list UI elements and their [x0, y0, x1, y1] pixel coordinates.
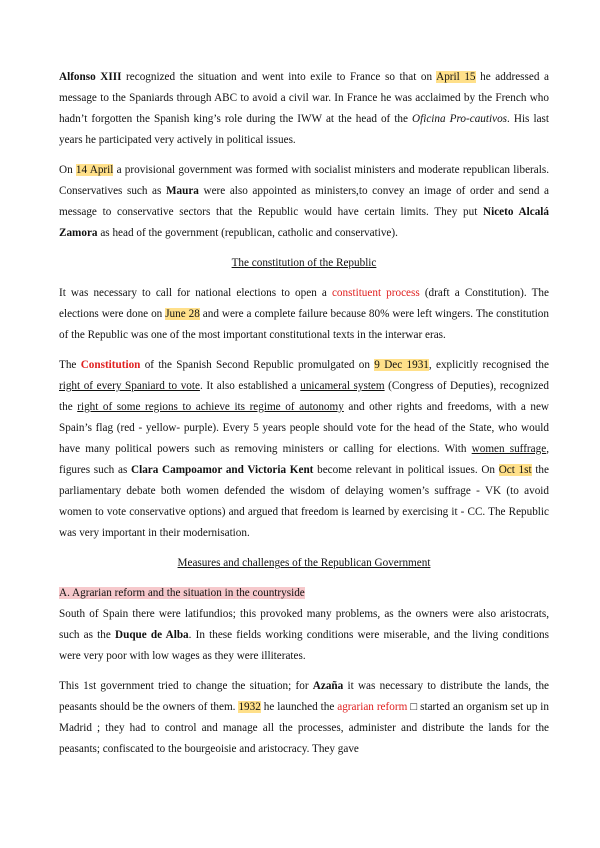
name-zamora: Niceto Alcalá Zamora — [59, 206, 549, 239]
name-azana: Azaña — [312, 680, 344, 692]
date-highlight: June 28 — [165, 308, 200, 320]
date-highlight: 1932 — [238, 701, 261, 713]
section-heading-constitution: The constitution of the Republic — [231, 257, 377, 269]
section-heading-measures: Measures and challenges of the Republican Government — [177, 557, 431, 569]
names-campoamor-kent: Clara Campoamor and Victoria Kent — [131, 464, 314, 476]
name-duque: Duque de Alba — [115, 629, 189, 641]
name-maura: Maura — [165, 185, 199, 197]
key-term: agrarian reform — [337, 701, 408, 713]
date-highlight: Oct 1st — [498, 464, 532, 476]
name-alfonso: Alfonso XIII — [59, 71, 122, 83]
key-term: constituent process — [331, 287, 420, 299]
date-highlight: 14 April — [75, 164, 114, 176]
paragraph-constitution: The Constitution of the Spanish Second Republic promulgated on 9 Dec 1931, explicitly recognised the right of every Spaniard to vote. It also established a unicameral system (Congress of Deputies), recognized the right of some regions to achieve its regime of autonomy and other rights and freedoms, with a new Spain’s flag (red - yellow- purple). Every 5 years people should vote for the head of the State, who would have many political powers such as removing ministers or calling for elections. With women suffrage, figures such as Clara Campoamor and Victoria Kent become relevant in political issues. On Oct 1st the parliamentary debate both women defended the wisdom of delaying women’s suffrage - VK (to avoid women to vote conservative options) and argued that freedom is learned by exercising it - CC. The Republic was very important in their modernisation. — [59, 359, 549, 539]
key-term: Constitution — [80, 359, 141, 371]
paragraph-agrarian-reform: This 1st government tried to change the situation; for Azaña it was necessary to distribute the lands, the peasants should be the owners of them. 1932 he launched the agrarian reform □ started an organism set up in Madrid ; they had to control and manage all the processes, administer and distribute the lands for the peasants; confiscated to the bourgeoisie and aristocracy. They gave — [59, 680, 549, 755]
underlined-term: right of some regions to achieve its regime of autonomy — [77, 401, 344, 413]
italic-term: Oficina Pro-cautivos — [412, 113, 508, 125]
underlined-term: women suffrage — [471, 443, 547, 455]
paragraph-provisional-government: On 14 April a provisional government was formed with socialist ministers and moderate republican liberals. Conservatives such as Maura were also appointed as ministers,to convey an image of order and send a message to conservative sectors that the Republic would have certain limits. They put Niceto Alcalá Zamora as head of the government (republican, catholic and conservative). — [59, 164, 549, 239]
paragraph-alfonso: Alfonso XIII recognized the situation and went into exile to France so that on April 15 he addressed a message to the Spaniards through ABC to avoid a civil war. In France he was acclaimed by the French who hadn’t forgotten the Spanish king’s role during the IWW at the head of the Oficina Pro-cautivos. His last years he participated very actively in political issues. — [59, 71, 549, 146]
document-body — [59, 67, 549, 769]
subheading-agrarian: A. Agrarian reform and the situation in the countryside — [59, 587, 305, 599]
date-highlight: April 15 — [436, 71, 476, 83]
date-highlight: 9 Dec 1931 — [374, 359, 429, 371]
paragraph-latifundios: South of Spain there were latifundios; this provoked many problems, as the owners were also aristocrats, such as the Duque de Alba. In these fields working conditions were miserable, and the living conditions were very poor with low wages as they were illiterates. — [59, 608, 549, 662]
paragraph-elections: It was necessary to call for national elections to open a constituent process (draft a Constitution). The elections were done on June 28 and were a complete failure because 80% were left wingers. The constitution of the Republic was one of the most important constitutional texts in the interwar eras. — [59, 287, 549, 341]
underlined-term: unicameral system — [300, 380, 385, 392]
underlined-term: right of every Spaniard to vote — [59, 380, 200, 392]
